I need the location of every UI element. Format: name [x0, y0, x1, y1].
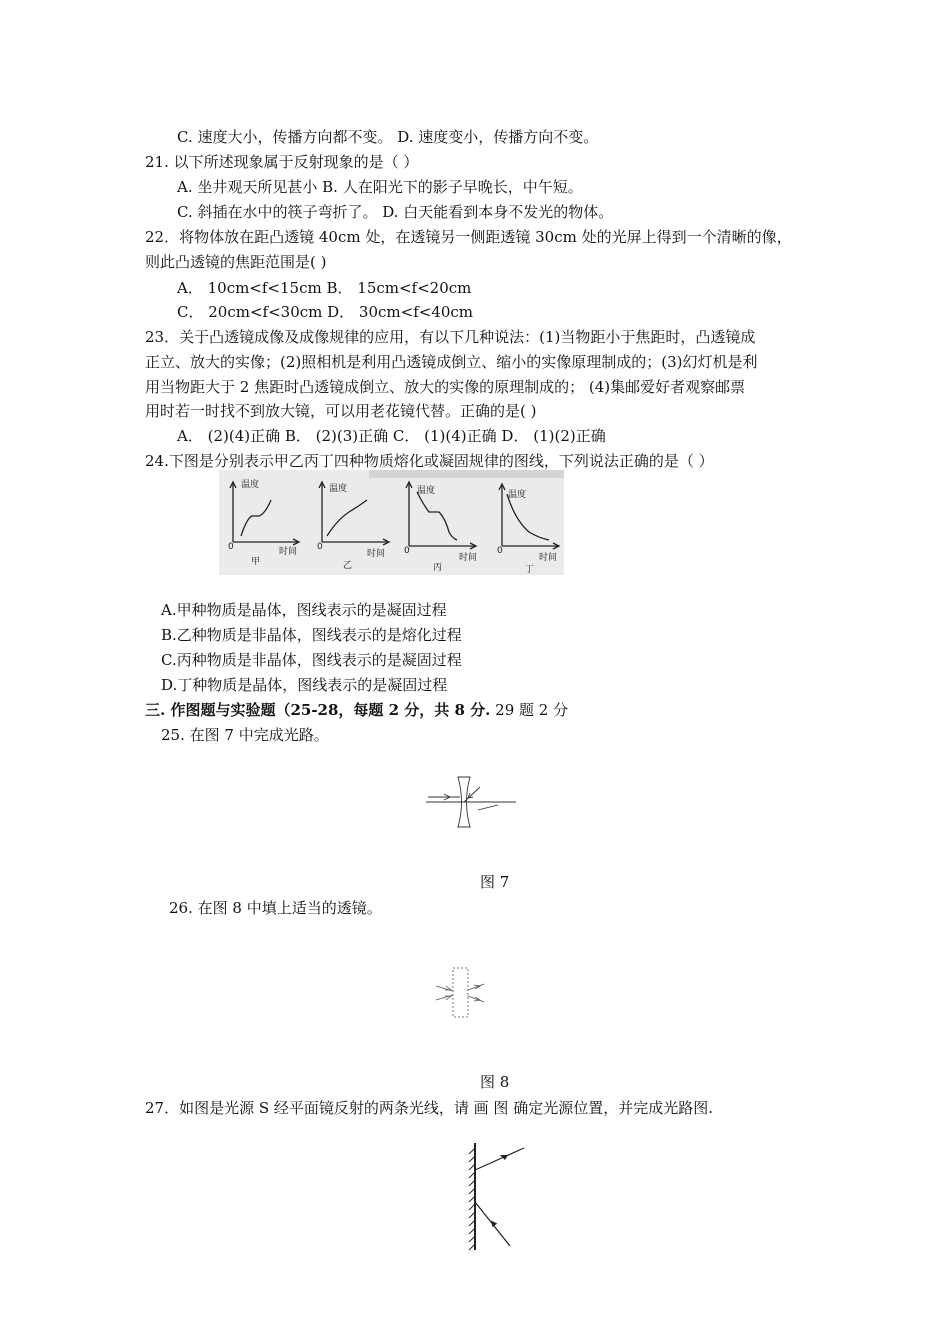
q26-stem: 26. 在图 8 中填上适当的透镜。 — [169, 899, 382, 917]
q21-options-cd: C. 斜插在水中的筷子弯折了。 D. 白天能看到本身不发光的物体。 — [177, 203, 614, 221]
graph-ding-origin: 0 — [497, 546, 503, 556]
q22-stem-2: 则此凸透镜的焦距范围是( ) — [145, 253, 327, 271]
graph-yi-time-label: 时间 — [367, 549, 386, 559]
fig8-diagram — [432, 966, 492, 1020]
q23-line-1: 23．关于凸透镜成像及成像规律的应用，有以下几种说法：(1)当物距小于焦距时，凸透镜成 — [145, 328, 756, 346]
q24-graphs-figure — [219, 470, 564, 575]
q24-stem: 24.下图是分别表示甲乙丙丁四种物质熔化或凝固规律的图线，下列说法正确的是（ ） — [145, 452, 714, 470]
graph-yi-name: 乙 — [343, 561, 353, 571]
q21-options-ab: A. 坐井观天所见甚小 B. 人在阳光下的影子早晚长，中午短。 — [177, 178, 583, 196]
q22-stem-1: 22．将物体放在距凸透镜 40cm 处，在透镜另一侧距透镜 30cm 处的光屏上得到一个清晰的像， — [145, 228, 792, 246]
q20-options-cd: C. 速度大小，传播方向都不变。 D. 速度变小，传播方向不变。 — [177, 128, 599, 146]
q22-options-cd: C． 20cm<f<30cm D． 30cm<f<40cm — [177, 303, 474, 321]
graph-bing-time-label: 时间 — [459, 553, 478, 563]
graph-bing-origin: 0 — [404, 546, 410, 556]
graph-jia-origin: 0 — [228, 542, 234, 552]
reflected-ray-1 — [475, 1148, 524, 1170]
section-3-heading — [145, 700, 568, 720]
graph-jia-temp-label: 温度 — [241, 480, 260, 490]
reflected-ray-1-arrow — [500, 1155, 508, 1160]
q24-option-d: D.丁种物质是晶体，图线表示的是凝固过程 — [161, 676, 448, 694]
graph-ding-time-label: 时间 — [539, 553, 558, 563]
q22-options-ab: A． 10cm<f<15cm B． 15cm<f<20cm — [177, 279, 472, 297]
graph-ding-name: 丁 — [525, 565, 535, 575]
q23-line-4: 用时若一时找不到放大镜，可以用老花镜代替。正确的是( ) — [145, 402, 537, 420]
graph-bing-name: 丙 — [433, 563, 443, 573]
q23-options: A． (2)(4)正确 B． (2)(3)正确 C． (1)(4)正确 D． (1)(2)正确 — [177, 427, 606, 445]
graph-yi-temp-label: 温度 — [329, 484, 348, 494]
q25-stem: 25. 在图 7 中完成光路。 — [161, 726, 329, 744]
q23-line-2: 正立、放大的实像；(2)照相机是利用凸透镜成倒立、缩小的实像原理制成的；(3)幻灯机是利 — [145, 353, 758, 371]
graph-bing-temp-label: 温度 — [417, 486, 436, 496]
fig8-caption: 图 8 — [480, 1073, 510, 1091]
graph-yi-origin: 0 — [317, 542, 323, 552]
q24-graphs-svg — [219, 470, 564, 575]
q27-stem: 27．如图是光源 S 经平面镜反射的两条光线，请 画 图 确定光源位置，并完成光路图. — [145, 1099, 713, 1117]
q23-line-3: 用当物距大于 2 焦距时凸透镜成倒立、放大的实像的原理制成的； (4)集邮爱好者观察邮票 — [145, 378, 746, 396]
fig7-caption: 图 7 — [480, 873, 510, 891]
q24-option-a: A.甲种物质是晶体，图线表示的是凝固过程 — [161, 601, 447, 619]
fig8-dashed-box — [453, 968, 468, 1017]
graph-jia — [230, 482, 299, 545]
fig8-ray-out-1 — [468, 984, 484, 990]
section-3-title: 三. 作图题与实验题（25-28，每题 2 分，共 8 分. — [145, 701, 491, 719]
fig7-diagram — [420, 775, 520, 830]
section-3-tail: 29 题 2 分 — [490, 701, 569, 719]
q24-option-c: C.丙种物质是非晶体，图线表示的是凝固过程 — [161, 651, 462, 669]
q24-option-b: B.乙种物质是非晶体，图线表示的是熔化过程 — [161, 626, 462, 644]
q21-stem: 21. 以下所述现象属于反射现象的是（ ） — [145, 153, 419, 171]
fig8-ray-out-2 — [468, 996, 484, 1002]
graph-jia-time-label: 时间 — [279, 547, 298, 557]
fig7-ray-3 — [478, 805, 498, 810]
q27-mirror-diagram — [458, 1140, 528, 1255]
graph-ding-temp-label: 温度 — [508, 490, 527, 500]
graph-jia-name: 甲 — [251, 557, 261, 567]
